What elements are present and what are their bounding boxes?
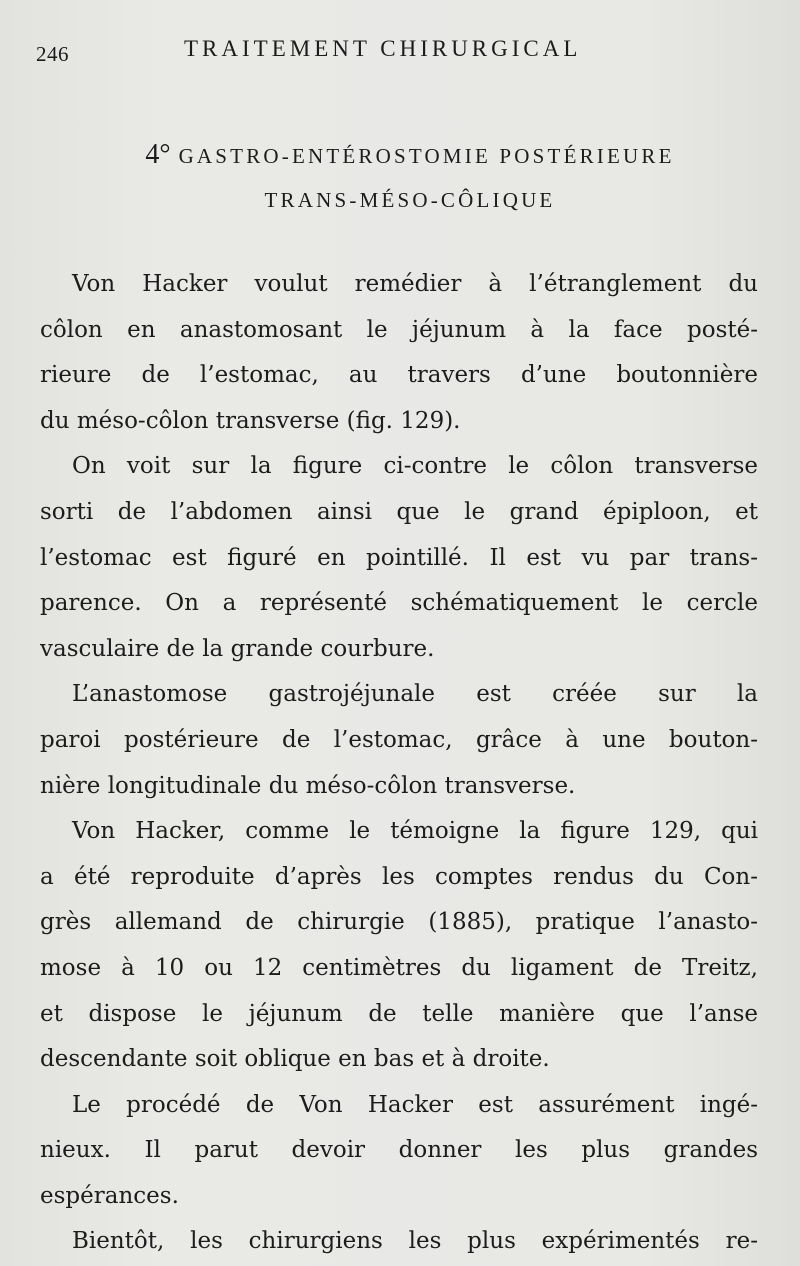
text-line: l’estomac est figuré en pointillé. Il est vu par trans- [40, 544, 758, 571]
running-title: TRAITEMENT CHIRURGICAL [184, 36, 582, 61]
text-line: mose à 10 ou 12 centimètres du ligament de Treitz, [40, 954, 758, 981]
section-title-part-1: GASTRO-ENTÉROSTOMIE POSTÉRIEURE [178, 144, 675, 168]
paragraph [40, 1219, 758, 1265]
running-head [36, 36, 756, 66]
paragraph [40, 672, 758, 809]
text-line: On voit sur la figure ci-contre le côlon transverse [72, 453, 758, 480]
section-number: 4° [145, 139, 171, 170]
text-line: L’anastomose gastrojéjunale est créée sur la [72, 681, 758, 708]
page-number: 246 [36, 42, 69, 66]
text-line: nieux. Il parut devoir donner les plus grandes [40, 1137, 758, 1164]
section-heading-line-1 [40, 140, 760, 171]
paragraph [40, 1083, 758, 1220]
text-line: Von Hacker, comme le témoigne la figure 129, qui [72, 818, 758, 845]
section-heading [40, 140, 760, 215]
text-line: Le procédé de Von Hacker est assurément ingé- [72, 1091, 758, 1118]
text-line: Bientôt, les chirurgiens les plus expérimentés re- [72, 1228, 758, 1255]
text-line: nière longitudinale du méso-côlon transverse. [40, 772, 576, 799]
text-line: sorti de l’abdomen ainsi que le grand épiploon, et [40, 498, 758, 525]
text-line: espérances. [40, 1182, 179, 1209]
text-line: vasculaire de la grande courbure. [40, 635, 435, 662]
section-title-part-2: TRANS-MÉSO-CÔLIQUE [264, 188, 556, 212]
text-line: côlon en anastomosant le jéjunum à la face posté- [40, 316, 758, 343]
text-line: paroi postérieure de l’estomac, grâce à une bouton- [40, 726, 758, 753]
text-line: grès allemand de chirurgie (1885), pratique l’anasto- [40, 909, 758, 936]
paragraph [40, 444, 758, 672]
text-line: rieure de l’estomac, au travers d’une boutonnière [40, 362, 758, 389]
text-line: Von Hacker voulut remédier à l’étranglement du [72, 271, 758, 297]
paragraph [40, 809, 758, 1083]
text-line: et dispose le jéjunum de telle manière que l’anse [40, 1000, 758, 1027]
text-line: du méso-côlon transverse (fig. 129). [40, 407, 461, 434]
text-line: a été reproduite d’après les comptes rendus du Con- [40, 863, 758, 890]
body-text [40, 262, 758, 1265]
text-line: parence. On a représenté schématiquement le cercle [40, 590, 758, 617]
paragraph [40, 262, 758, 444]
text-line: descendante soit oblique en bas et à droite. [40, 1046, 550, 1073]
